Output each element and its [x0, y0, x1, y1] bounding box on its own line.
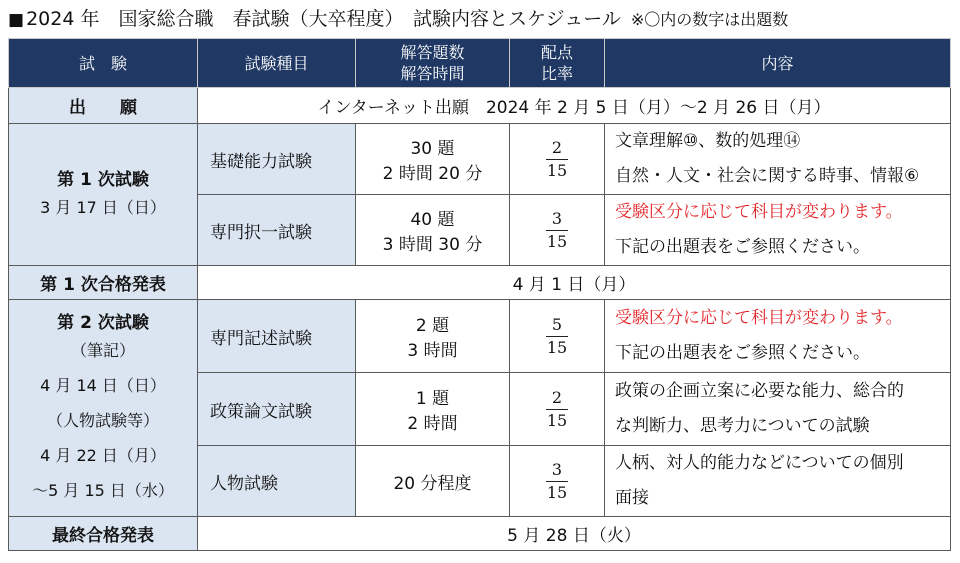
application-row [9, 88, 951, 124]
ratio-fraction [546, 461, 568, 502]
first-exam-label: 第 1 次試験 [57, 169, 149, 190]
content-basic-ability [605, 124, 951, 195]
ratio-denominator: 15 [546, 483, 568, 502]
ratio-denominator: 15 [546, 161, 568, 180]
title-note: ※〇内の数字は出題数 [630, 10, 789, 29]
first-result-date: 4 月 1 日（月） [198, 266, 951, 300]
ratio-numerator: 3 [551, 209, 563, 228]
content-line: 下記の出題表をご参照ください。 [615, 237, 870, 257]
ratio-denominator: 15 [546, 338, 568, 357]
content-line: 面接 [615, 488, 649, 508]
second-exam-label: 第 2 次試験 [57, 313, 149, 333]
ratio-numerator: 2 [551, 388, 563, 407]
ratio-fraction [546, 389, 568, 430]
kind-interview: 人物試験 [198, 446, 356, 517]
header-exam: 試 験 [9, 39, 198, 88]
final-result-date: 5 月 28 日（火） [198, 517, 951, 551]
application-label: 出 願 [9, 88, 198, 124]
application-period: インターネット出願 2024 年 2 月 5 日（月）～2 月 26 日（月） [198, 88, 951, 124]
second-exam-date-interview-start: 4 月 22 日（月） [40, 446, 166, 465]
content-line: 下記の出題表をご参照ください。 [615, 343, 870, 363]
header-content: 内容 [605, 39, 951, 88]
content-policy-essay [605, 373, 951, 446]
schedule-table [8, 38, 951, 551]
content-line: 人柄、対人的能力などについての個別 [615, 453, 904, 473]
first-exam-cell [9, 124, 198, 266]
ratio-policy-essay [510, 373, 605, 446]
answer-time: 2 時間 20 分 [382, 164, 483, 184]
header-kind: 試験種目 [198, 39, 356, 88]
header-count-line1: 解答題数 [400, 43, 465, 62]
count-specialized-choice [356, 195, 510, 266]
second-exam-date-written: 4 月 14 日（日） [40, 376, 166, 395]
kind-specialized-essay: 専門記述試験 [198, 300, 356, 373]
second-exam-date-interview-end: ～5 月 15 日（水） [32, 481, 174, 500]
content-line: 政策の企画立案に必要な能力、総合的 [615, 381, 904, 401]
fraction-bar [546, 409, 568, 410]
final-result-row [9, 517, 951, 551]
content-line: 自然・人文・社会に関する時事、情報⑥ [615, 166, 920, 186]
second-exam-cell [9, 300, 198, 517]
kind-specialized-choice: 専門択一試験 [198, 195, 356, 266]
question-count: 30 題 [410, 139, 455, 159]
question-count: 1 題 [415, 389, 450, 409]
header-ratio-line1: 配点 [540, 43, 573, 62]
count-interview: 20 分程度 [356, 446, 510, 517]
second-exam-sub-written: （筆記） [70, 341, 135, 360]
kind-basic-ability: 基礎能力試験 [198, 124, 356, 195]
ratio-interview [510, 446, 605, 517]
first-result-label: 第 1 次合格発表 [9, 266, 198, 300]
count-policy-essay [356, 373, 510, 446]
fraction-bar [546, 230, 568, 231]
ratio-denominator: 15 [546, 411, 568, 430]
ratio-fraction [546, 316, 568, 357]
title-text: 2024 年 国家総合職 春試験（大卒程度） 試験内容とスケジュール [26, 8, 621, 30]
header-count-line2: 解答時間 [400, 64, 465, 83]
kind-policy-essay: 政策論文試験 [198, 373, 356, 446]
second-exam-row-1 [9, 300, 951, 373]
final-result-label: 最終合格発表 [9, 517, 198, 551]
square-bullet-icon: ■ [8, 10, 25, 30]
ratio-specialized-choice [510, 195, 605, 266]
ratio-fraction [546, 210, 568, 251]
first-exam-row-1 [9, 124, 951, 195]
second-exam-sub-interview: （人物試験等） [46, 411, 159, 430]
ratio-numerator: 3 [551, 460, 563, 479]
content-line-emphasis: 受験区分に応じて科目が変わります。 [615, 308, 903, 328]
question-count: 40 題 [410, 210, 455, 230]
content-interview [605, 446, 951, 517]
count-basic-ability [356, 124, 510, 195]
fraction-bar [546, 336, 568, 337]
content-line-emphasis: 受験区分に応じて科目が変わります。 [615, 202, 903, 222]
header-count [356, 39, 510, 88]
header-row [9, 39, 951, 88]
ratio-specialized-essay [510, 300, 605, 373]
ratio-basic-ability [510, 124, 605, 195]
count-specialized-essay [356, 300, 510, 373]
answer-time: 3 時間 30 分 [382, 235, 483, 255]
content-specialized-choice [605, 195, 951, 266]
answer-time: 3 時間 [407, 341, 458, 361]
fraction-bar [546, 159, 568, 160]
ratio-numerator: 2 [551, 138, 563, 157]
ratio-fraction [546, 139, 568, 180]
first-exam-date: 3 月 17 日（日） [40, 197, 166, 217]
ratio-numerator: 5 [551, 315, 563, 334]
fraction-bar [546, 481, 568, 482]
header-ratio-line2: 比率 [540, 64, 573, 83]
first-result-row [9, 266, 951, 300]
content-line: な判断力、思考力についての試験 [615, 416, 870, 436]
answer-time: 2 時間 [407, 414, 458, 434]
content-specialized-essay [605, 300, 951, 373]
question-count: 2 題 [415, 316, 450, 336]
content-line: 文章理解⑩、数的処理⑭ [615, 131, 801, 151]
header-ratio [510, 39, 605, 88]
page-title [8, 6, 788, 32]
ratio-denominator: 15 [546, 232, 568, 251]
